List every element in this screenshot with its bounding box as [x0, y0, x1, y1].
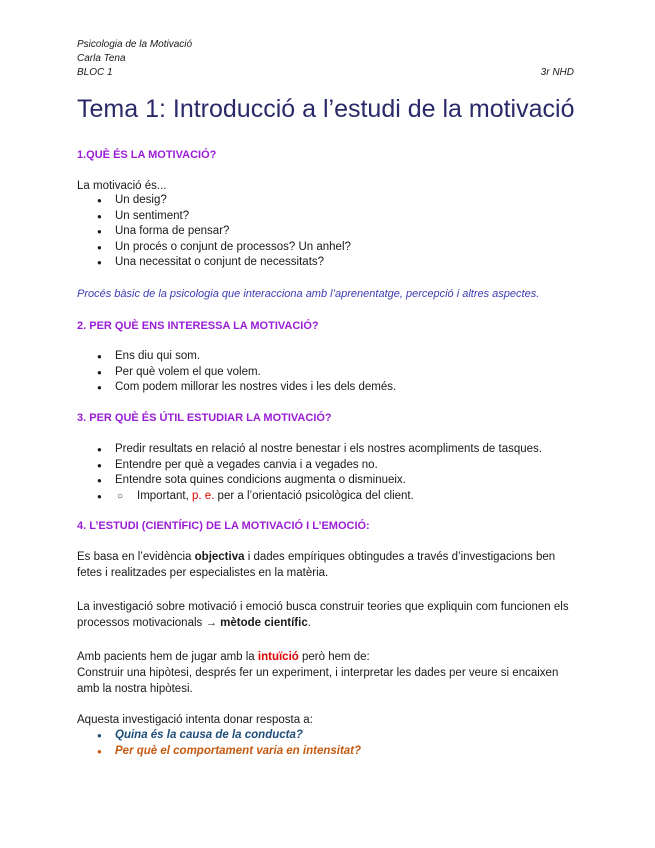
text-run: però hem de:	[298, 651, 370, 663]
section-4-questions	[97, 728, 361, 759]
bold-text: mètode científic	[220, 617, 308, 629]
sub-item-prefix: Important,	[137, 489, 192, 502]
question-intensity: Per què el comportament varia en intensitat?	[115, 744, 362, 757]
list-item: ● Un desig?	[97, 193, 351, 209]
question-item	[97, 744, 361, 760]
section-2-list	[97, 349, 396, 396]
section-4-paragraph-3	[77, 649, 577, 697]
text-run: Construir una hipòtesi, després fer un experiment, i interpretar les dades per veure si encaixen amb la nostra hipòtesi.	[77, 667, 559, 695]
section-1-heading: 1.QUÈ ÉS LA MOTIVACIÓ?	[77, 149, 217, 161]
list-item: ● Predir resultats en relació al nostre benestar i els nostres acompliments de tasques.	[97, 442, 542, 458]
section-1-list	[97, 193, 351, 271]
list-item: ● Entendre per què a vegades canvia i a vegades no.	[97, 458, 542, 474]
list-item: ● Ens diu qui som.	[97, 349, 396, 365]
text-run: Es basa en l’evidència	[77, 551, 195, 563]
section-3-heading: 3. PER QUÈ ÉS ÚTIL ESTUDIAR LA MOTIVACIÓ?	[77, 412, 332, 424]
header-course: 3r NHD	[540, 67, 574, 78]
section-4-paragraph-2	[77, 599, 577, 631]
section-3-list	[97, 442, 542, 504]
section-1-note: Procés bàsic de la psicologia que interacciona amb l’aprenentatge, percepció i altres aspectes.	[77, 288, 540, 300]
header-block: BLOC 1	[77, 67, 113, 78]
list-item: ● Per què volem el que volem.	[97, 365, 396, 381]
question-cause: Quina és la causa de la conducta?	[115, 729, 303, 741]
sub-item-highlight: p. e.	[191, 489, 215, 502]
sub-list-item	[115, 489, 542, 505]
sub-list-wrapper	[97, 489, 542, 505]
page-title: Tema 1: Introducció a l’estudi de la motivació	[77, 95, 575, 123]
bold-text: objectiva	[194, 551, 245, 563]
list-item: ● Un sentiment?	[97, 209, 351, 225]
section-4-heading: 4. L’ESTUDI (CIENTÍFIC) DE LA MOTIVACIÓ I L’EMOCIÓ:	[77, 520, 370, 532]
text-run: Amb pacients hem de jugar amb la	[77, 651, 258, 663]
list-item: ● Una forma de pensar?	[97, 224, 351, 240]
text-run: La investigació sobre motivació i emoció busca construir teories que expliquin com funcionen els processos motivacionals →	[77, 601, 569, 629]
text-run: .	[307, 617, 311, 629]
header-subject: Psicologia de la Motivació	[77, 39, 193, 50]
list-item: ● Com podem millorar les nostres vides i les dels demés.	[97, 380, 396, 396]
list-item: ● Un procés o conjunt de processos? Un anhel?	[97, 240, 351, 256]
list-item: ● Entendre sota quines condicions augmenta o disminueix.	[97, 473, 542, 489]
header-author: Carla Tena	[77, 53, 126, 64]
section-1-intro: La motivació és...	[77, 180, 167, 192]
list-item: ● Una necessitat o conjunt de necessitats?	[97, 255, 351, 271]
text-run: i dades empíriques obtingudes a través d’investigacions ben fetes i realitzades per especialistes en la matèria.	[77, 551, 556, 579]
red-highlight: intuïció	[257, 651, 299, 663]
question-item	[97, 728, 361, 744]
section-2-heading: 2. PER QUÈ ENS INTERESSA LA MOTIVACIÓ?	[77, 320, 319, 332]
section-4-paragraph-1	[77, 549, 577, 581]
sub-item-suffix: per a l’orientació psicològica del client.	[214, 489, 414, 502]
section-4-paragraph-4: Aquesta investigació intenta donar resposta a:	[77, 714, 313, 726]
